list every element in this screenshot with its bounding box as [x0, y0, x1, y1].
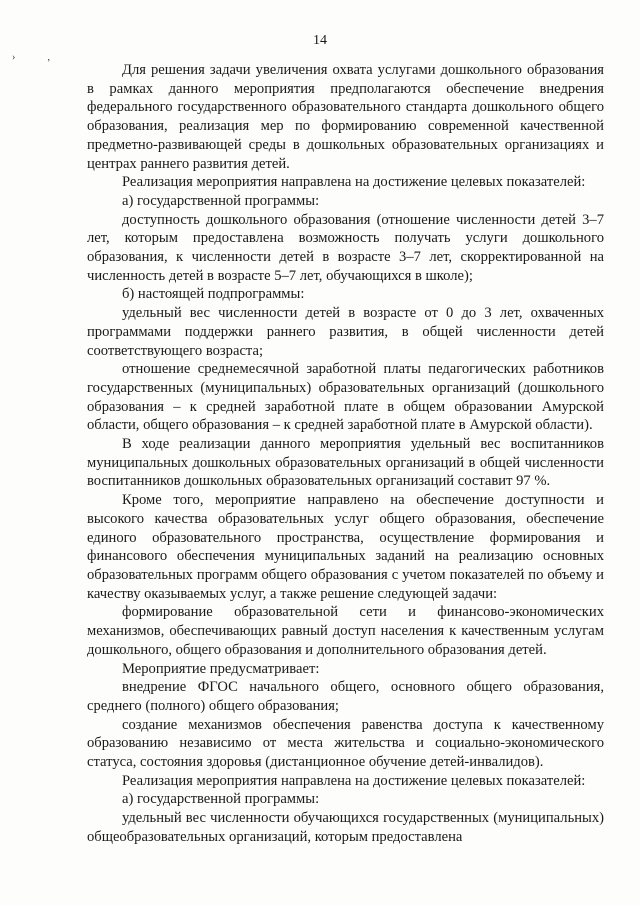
paragraph: Мероприятие предусматривает:	[122, 660, 320, 677]
list-item: а) государственной программы:	[122, 791, 320, 808]
paragraph: удельный вес численности детей в возрасте от 0 до 3 лет, охваченных программами поддержки раннего развития, в общей численности детей соответствующего возраста;	[87, 305, 604, 359]
paragraph: Кроме того, мероприятие направлено на обеспечение доступности и высокого качества образовательных услуг общего образования, обеспечение единого образовательного пространства, осуществление формирования и финансового обеспечения муниципальных заданий на реализацию основных образовательных программ общего образования с учетом показателей по объему и качеству оказываемых услуг, а также решение следующей задачи:	[87, 492, 604, 602]
margin-mark: ›	[12, 52, 16, 63]
paragraph: В ходе реализации данного мероприятия удельный вес воспитанников муниципальных дошкольных образовательных организаций в общей численности воспитанников дошкольных образовательных организаций составит 97 %.	[87, 436, 604, 490]
page-number: 14	[313, 33, 327, 48]
paragraph: формирование образовательной сети и финансово-экономических механизмов, обеспечивающих равный доступ населения к качественным услугам дошкольного, общего образования и дополнительного образования детей.	[87, 604, 604, 658]
paragraph: Для решения задачи увеличения охвата услугами дошкольного образования в рамках данного мероприятия предполагаются обеспечение внедрения федерального государственного образовательного стандарта дошкольного общего образования, реализация мер по формированию современной качественной предметно-развивающей среды в дошкольных образовательных организациях и центрах раннего развития детей.	[87, 62, 604, 172]
paragraph: Реализация мероприятия направлена на достижение целевых показателей:	[122, 174, 586, 191]
paragraph: внедрение ФГОС начального общего, основного общего образования, среднего (полного) общего образования;	[87, 679, 604, 714]
paragraph: доступность дошкольного образования (отношение численности детей 3–7 лет, которым предоставлена возможность получать услуги дошкольного образования, к численности детей в возрасте 3–7 лет, скорректированной на численность детей в возрасте 5–7 лет, обучающихся в школе);	[87, 211, 604, 284]
margin-mark: ‚	[47, 52, 51, 63]
list-item: б) настоящей подпрограммы:	[122, 286, 305, 303]
paragraph: отношение среднемесячной заработной платы педагогических работников государственных (муниципальных) образовательных организаций (дошкольного образования – к средней заработной плате в общем образовании Амурской области, общего образования – к средней заработной плате в Амурской области).	[87, 361, 604, 434]
paragraph: удельный вес численности обучающихся государственных (муниципальных) общеобразовательных организаций, которым предоставлена	[87, 810, 604, 845]
list-item: а) государственной программы:	[122, 192, 320, 209]
paragraph: Реализация мероприятия направлена на достижение целевых показателей:	[122, 772, 586, 789]
paragraph: создание механизмов обеспечения равенства доступа к качественному образованию независимо от места жительства и социально-экономического статуса, состояния здоровья (дистанционное обучение детей-инвалидов).	[87, 716, 604, 771]
document-body	[87, 61, 604, 847]
